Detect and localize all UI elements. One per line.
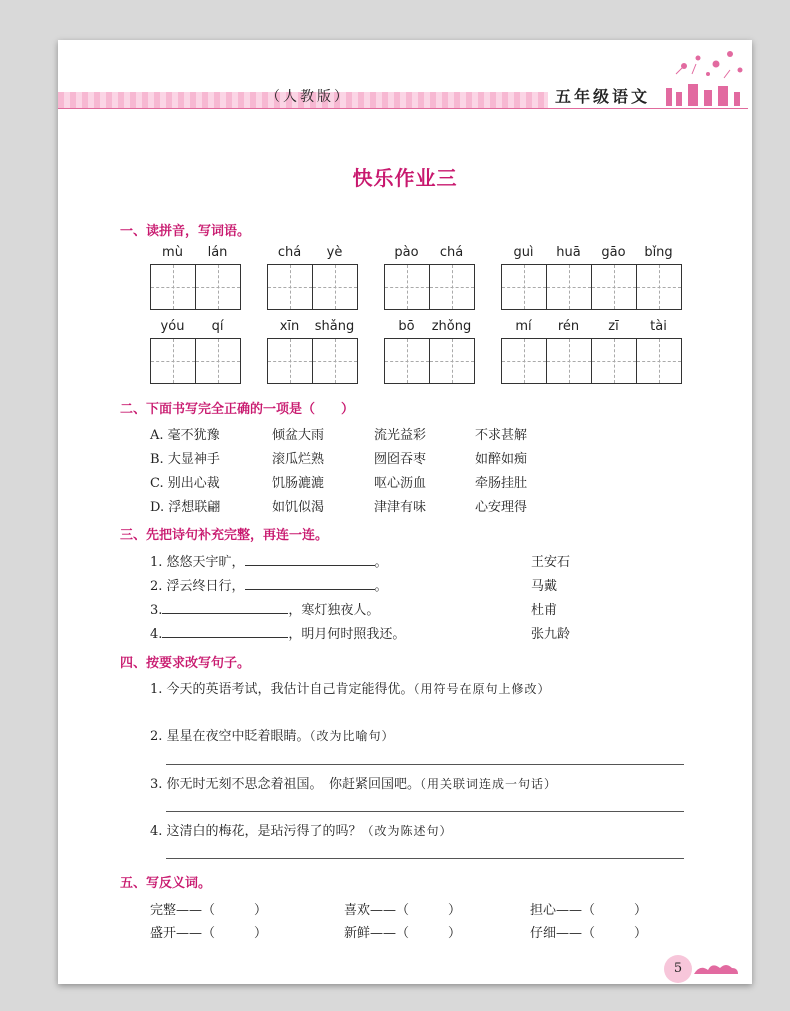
writing-grid[interactable] [267, 264, 358, 310]
grade-subject-label: 五年级语文 [555, 87, 651, 106]
option-a-word2: 倾盆大雨 [272, 428, 325, 443]
option-b-word2: 滚瓜烂熟 [272, 452, 325, 467]
option-c-word2: 饥肠漉漉 [272, 476, 325, 491]
pinyin: huā [556, 245, 581, 260]
poem-line-3: 3. ，寒灯独夜人。 [150, 603, 380, 618]
pinyin: lán [207, 245, 228, 260]
poem-blank[interactable] [245, 577, 375, 590]
pinyin: mí [515, 319, 532, 334]
section3-heading: 三、先把诗句补充完整，再连一连。 [120, 528, 329, 543]
option-a-word3: 流光益彩 [374, 428, 427, 443]
poem-blank[interactable] [162, 601, 288, 614]
antonym-item[interactable]: 新鲜——（ ） [344, 926, 462, 941]
antonym-item[interactable]: 盛开——（ ） [150, 926, 268, 941]
pinyin: mù [162, 245, 183, 260]
writing-grid[interactable] [150, 338, 241, 384]
option-b-word4: 如醉如痴 [475, 452, 528, 467]
pinyin: chá [439, 245, 464, 260]
writing-grid[interactable] [384, 338, 475, 384]
pinyin: xīn [279, 319, 300, 334]
poem-line-2: 2. 浮云终日行， 。 [150, 579, 388, 594]
option-a-word1: A. 毫不犹豫 [150, 428, 220, 443]
poem-line-4: 4. ，明月何时照我还。 [150, 627, 406, 642]
pinyin: yè [326, 245, 343, 260]
answer-line[interactable] [166, 811, 684, 812]
pinyin: bō [398, 319, 415, 334]
poet-name: 张九龄 [531, 627, 571, 642]
writing-grid[interactable] [267, 338, 358, 384]
pinyin: tài [650, 319, 667, 334]
poet-name: 杜甫 [531, 603, 558, 618]
pinyin: zhǒng [431, 319, 472, 334]
section1-heading: 一、读拼音，写词语。 [120, 224, 251, 239]
edition-label: （人教版） [266, 89, 351, 105]
antonym-item[interactable]: 完整——（ ） [150, 903, 268, 918]
writing-grid[interactable] [384, 264, 475, 310]
option-c-word1: C. 别出心裁 [150, 476, 220, 491]
writing-grid[interactable] [501, 264, 682, 310]
antonym-item[interactable]: 仔细——（ ） [530, 926, 648, 941]
antonym-item[interactable]: 担心——（ ） [530, 903, 648, 918]
rewrite-item-1: 1. 今天的英语考试，我估计自己肯定能得优。（用符号在原句上修改） [150, 682, 551, 697]
pinyin: pào [394, 245, 419, 260]
option-c-word3: 呕心沥血 [374, 476, 427, 491]
poet-name: 马戴 [531, 579, 558, 594]
option-d-word2: 如饥似渴 [272, 500, 325, 515]
rewrite-item-3: 3. 你无时无刻不思念着祖国。 你赶紧回国吧。（用关联词连成一句话） [150, 777, 558, 792]
option-a-word4: 不求甚解 [475, 428, 528, 443]
page-number: 5 [664, 955, 692, 983]
option-c-word4: 牵肠挂肚 [475, 476, 528, 491]
section4-heading: 四、按要求改写句子。 [120, 656, 251, 671]
pinyin: chá [277, 245, 302, 260]
cloud-decoration-icon [692, 958, 740, 978]
rewrite-item-2: 2. 星星在夜空中眨着眼睛。（改为比喻句） [150, 729, 395, 744]
option-b-word1: B. 大显神手 [150, 452, 220, 467]
worksheet-page [58, 40, 752, 984]
rewrite-item-4: 4. 这清白的梅花，是玷污得了的吗？（改为陈述句） [150, 824, 453, 839]
pinyin: rén [557, 319, 580, 334]
writing-grid[interactable] [150, 264, 241, 310]
pinyin: guì [513, 245, 534, 260]
poem-blank[interactable] [162, 625, 288, 638]
section2-heading: 二、下面书写完全正确的一项是（ ） [120, 402, 355, 417]
pinyin: bǐng [644, 245, 673, 260]
flower-decoration-icon [664, 44, 750, 108]
worksheet-title: 快乐作业三 [352, 166, 458, 190]
answer-line[interactable] [166, 764, 684, 765]
poem-line-1: 1. 悠悠天宇旷， 。 [150, 555, 388, 570]
option-d-word4: 心安理得 [475, 500, 528, 515]
antonym-item[interactable]: 喜欢——（ ） [344, 903, 462, 918]
section5-heading: 五、写反义词。 [120, 876, 212, 891]
poem-blank[interactable] [245, 553, 375, 566]
pinyin: yóu [160, 319, 185, 334]
pinyin: qí [211, 319, 224, 334]
writing-grid[interactable] [501, 338, 682, 384]
pinyin: shǎng [314, 319, 355, 334]
poet-name: 王安石 [531, 555, 571, 570]
option-d-word3: 津津有味 [374, 500, 427, 515]
option-b-word3: 囫囵吞枣 [374, 452, 427, 467]
header-rule [58, 108, 748, 109]
pinyin: gāo [601, 245, 626, 260]
answer-line[interactable] [166, 858, 684, 859]
option-d-word1: D. 浮想联翩 [150, 500, 221, 515]
pinyin: zī [608, 319, 619, 334]
